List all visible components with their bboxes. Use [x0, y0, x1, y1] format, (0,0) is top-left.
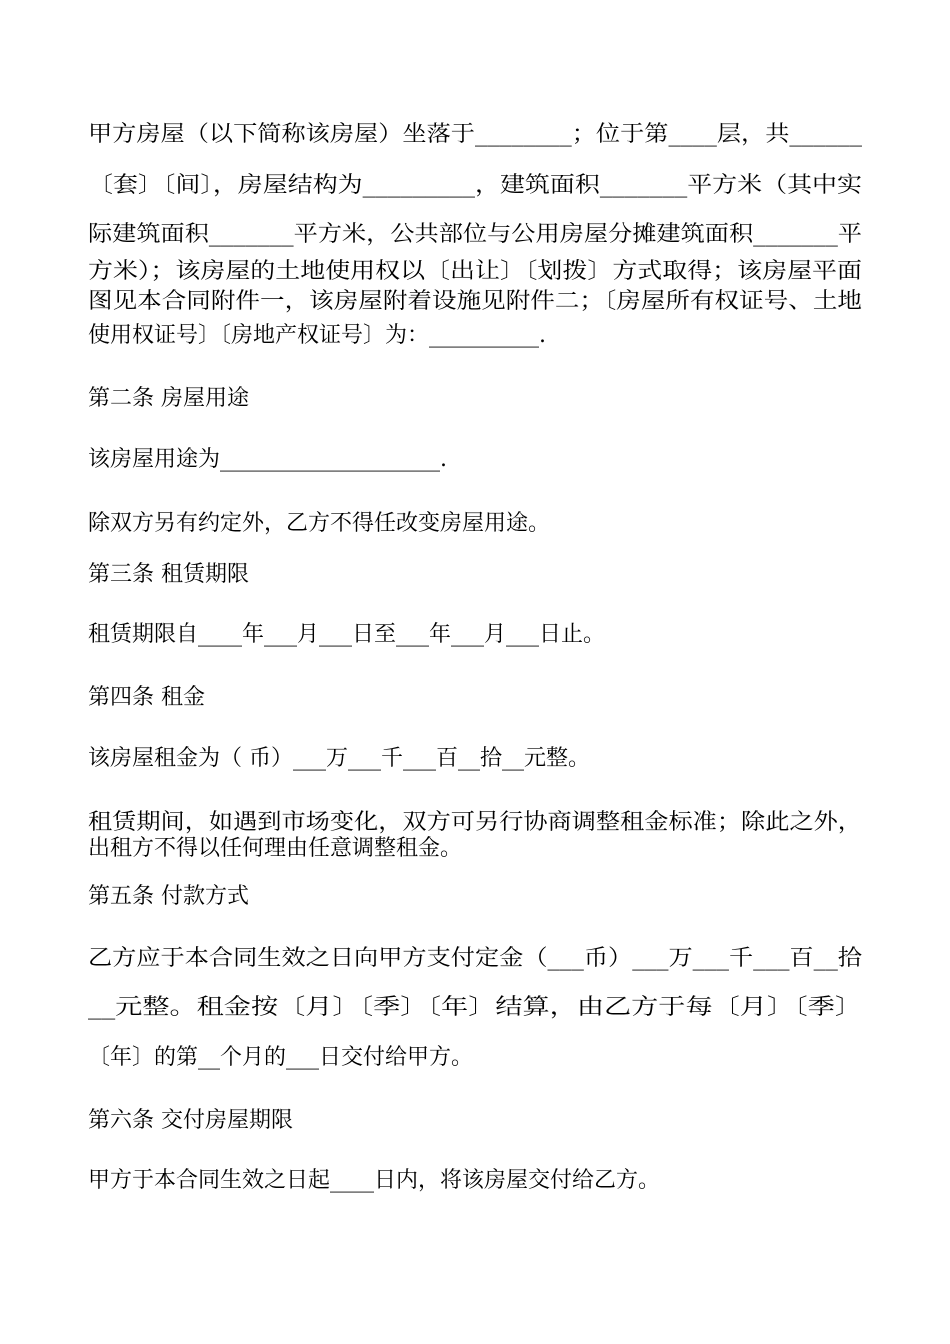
article4-adjust-line-1: 租赁期间，如遇到市场变化，双方可另行协商调整租金标准；除此之外， — [88, 810, 862, 835]
article4-adjust-line-2: 出租方不得以任何理由任意调整租金。 — [88, 836, 463, 861]
article1-line-4: 方米）；该房屋的土地使用权以〔出让〕〔划拨〕方式取得；该房屋平面 — [88, 259, 862, 284]
article1-line-5: 图见本合同附件一，该房屋附着设施见附件二；〔房屋所有权证号、土地 — [88, 289, 862, 314]
article4-rent: 该房屋租金为（ 币）___万___千___百__拾__元整。 — [88, 746, 590, 771]
article6-heading: 第六条 交付房屋期限 — [88, 1108, 293, 1133]
article1-line-2: 〔套〕〔间〕，房屋结构为_________，建筑面积_______平方米（其中实 — [88, 173, 862, 198]
article5-line-3: 〔年〕的第__个月的___日交付给甲方。 — [88, 1045, 474, 1070]
article2-usage: 该房屋用途为____________________. — [88, 447, 447, 472]
article3-heading: 第三条 租赁期限 — [88, 562, 249, 587]
article6-delivery: 甲方于本合同生效之日起____日内，将该房屋交付给乙方。 — [88, 1168, 661, 1193]
article2-restriction: 除双方另有约定外，乙方不得任改变房屋用途。 — [88, 511, 551, 536]
article3-term: 租赁期限自____年___月___日至___年___月___日止。 — [88, 622, 606, 647]
article2-heading: 第二条 房屋用途 — [88, 386, 249, 411]
article4-heading: 第四条 租金 — [88, 685, 205, 710]
article5-heading: 第五条 付款方式 — [88, 884, 249, 909]
article1-line-6: 使用权证号〕〔房地产权证号〕为：__________. — [88, 323, 546, 348]
article5-line-2: __元整。租金按〔月〕〔季〕〔年〕结算，由乙方于每〔月〕〔季〕 — [88, 995, 862, 1020]
article5-line-1: 乙方应于本合同生效之日向甲方支付定金（___币）___万___千___百__拾 — [88, 946, 862, 971]
article1-line-1: 甲方房屋（以下简称该房屋）坐落于________；位于第____层，共______ — [88, 122, 862, 147]
article1-line-3: 际建筑面积_______平方米，公共部位与公用房屋分摊建筑面积_______平 — [88, 222, 862, 247]
